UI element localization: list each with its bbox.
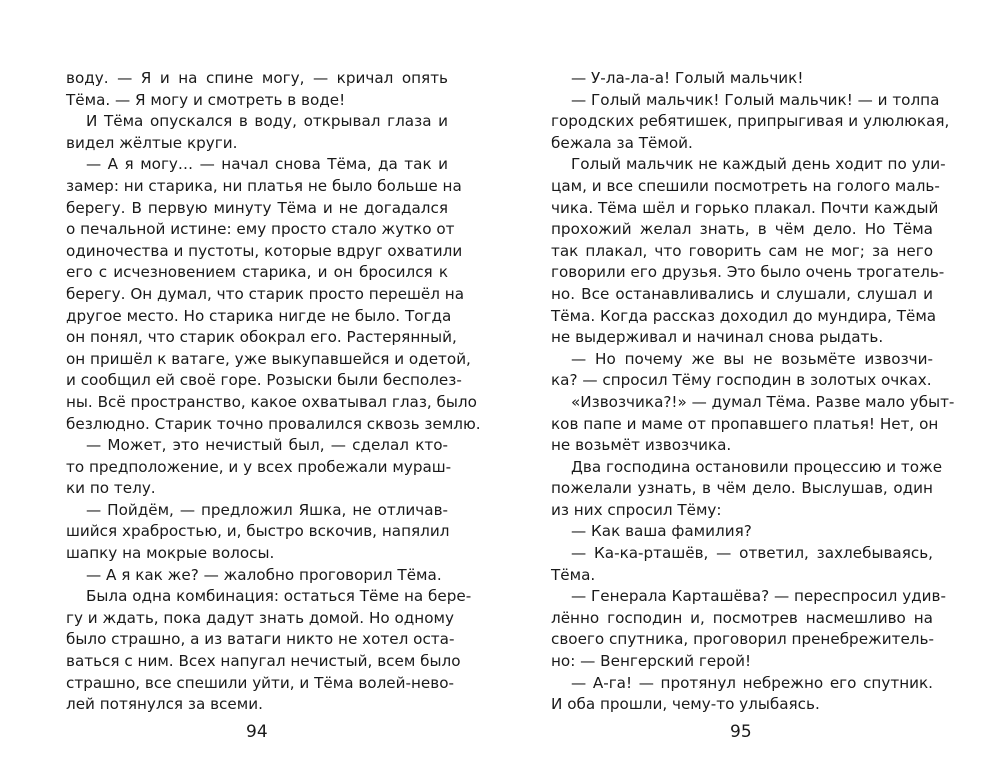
left-page-number: 94: [246, 722, 268, 742]
text-line: было страшно, а из ватаги никто не хотел оста-: [66, 630, 455, 649]
right-page-number: 95: [730, 722, 752, 742]
text-line: чика. Тёма шёл и горько плакал. Почти каждый: [551, 198, 939, 217]
text-line: но. Все останавливались и слушали, слушал и: [551, 284, 933, 303]
text-line: ков папе и маме от пропавшего платья! Нет, он: [551, 414, 939, 433]
text-line: — Пойдём, — предложил Яшка, не отличав-: [86, 500, 448, 519]
text-line: бежала за Тёмой.: [551, 133, 693, 152]
right-page: [551, 68, 955, 716]
text-line: шапку на мокрые волосы.: [66, 544, 275, 563]
text-line: видел жёлтые круги.: [66, 133, 238, 152]
text-line: ваться с ним. Всех напугал нечистый, всем было: [66, 652, 461, 671]
text-line: — Ка-ка-рташёв, — ответил, захлебываясь,: [571, 544, 933, 563]
text-line: Была одна комбинация: остаться Тёме на бере-: [86, 587, 472, 606]
text-line: замер: ни старика, ни платья не было больше на: [66, 176, 462, 195]
text-line: гу и ждать, пока дадут знать домой. Но одному: [66, 608, 454, 627]
text-line: — А я могу… — начал снова Тёма, да так и: [86, 155, 448, 174]
left-page: [66, 68, 481, 716]
text-line: — Генерала Карташёва? — переспросил удив-: [571, 587, 946, 606]
text-line: Тёма.: [551, 565, 596, 584]
text-line: говорили его друзья. Это было очень трогатель-: [551, 263, 945, 282]
text-line: ны. Всё пространство, какое охватывал глаз, было: [66, 392, 477, 411]
text-line: пожелали узнать, в чём дело. Выслушав, один: [551, 479, 933, 498]
text-line: — А-га! — протянул небрежно его спутник.: [571, 673, 933, 692]
text-line: И оба прошли, чему-то улыбаясь.: [551, 695, 820, 714]
text-line: городских ребятишек, припрыгивая и улюлюкая,: [551, 112, 950, 131]
text-line: то предположение, и у всех пробежали мураш-: [66, 457, 452, 476]
text-line: ка? — спросил Тёму господин в золотых очках.: [551, 371, 932, 390]
text-line: И Тёма опускался в воду, открывал глаза и: [86, 112, 448, 131]
text-line: воду. — Я и на спине могу, — кричал опять: [66, 69, 448, 87]
text-line: другое место. Но старика нигде не было. Тогда: [66, 306, 452, 325]
text-line: — Голый мальчик! Голый мальчик! — и толпа: [571, 90, 940, 109]
text-line: о печальной истине: ему просто стало жутко от: [66, 220, 455, 239]
text-line: его с исчезновением старика, и он бросился к: [66, 263, 448, 282]
text-line: берегу. В первую минуту Тёма и не догадался: [66, 198, 448, 217]
text-line: не возьмёт извозчика.: [551, 436, 732, 455]
text-line: «Извозчика?!» — думал Тёма. Разве мало убыт-: [571, 392, 955, 411]
text-line: страшно, все спешили уйти, и Тёма волей-нево-: [66, 673, 454, 692]
text-line: прохожий желал знать, в чём дело. Но Тёма: [551, 220, 933, 239]
text-line: он понял, что старик обокрал его. Растерянный,: [66, 328, 457, 347]
text-line: цам, и все спешили посмотреть на голого маль-: [551, 176, 940, 195]
text-line: Тёма. Когда рассказ доходил до мундира, Тёма: [551, 306, 937, 325]
text-line: лей потянулся за всеми.: [66, 695, 263, 714]
text-line: своего спутника, проговорил пренебрежитель-: [551, 630, 934, 649]
text-line: — Может, это нечистый был, — сделал кто-: [86, 436, 448, 455]
text-line: ки по телу.: [66, 479, 156, 498]
text-line: безлюдно. Старик точно провалился сквозь землю.: [66, 414, 481, 433]
left-page-text: [66, 68, 481, 716]
text-line: лённо господин и, посмотрев насмешливо на: [551, 608, 933, 627]
text-line: не выдерживал и начинал снова рыдать.: [551, 328, 884, 347]
right-page-text: [551, 68, 955, 716]
text-line: Голый мальчик не каждый день ходит по ули-: [571, 155, 946, 174]
text-line: — А я как же? — жалобно проговорил Тёма.: [86, 565, 442, 584]
text-line: берегу. Он думал, что старик просто перешёл на: [66, 284, 465, 303]
text-line: он пришёл к ватаге, уже выкупавшейся и одетой,: [66, 349, 471, 368]
text-line: Тёма. — Я могу и смотреть в воде!: [66, 90, 346, 109]
text-line: Два господина остановили процессию и тоже: [571, 457, 943, 476]
text-line: шийся храбростью, и, быстро вскочив, напялил: [66, 522, 450, 541]
text-line: но: — Венгерский герой!: [551, 652, 752, 671]
text-line: — У-ла-ла-а! Голый мальчик!: [571, 69, 804, 87]
text-line: и сообщил ей своё горе. Розыски были бесполез-: [66, 371, 462, 390]
text-line: одиночества и пустоты, которые вдруг охватили: [66, 241, 463, 260]
text-line: так плакал, что говорить сам не мог; за него: [551, 241, 933, 260]
text-line: — Как ваша фамилия?: [571, 522, 752, 541]
text-line: — Но почему же вы не возьмёте извозчи-: [571, 349, 933, 368]
text-line: из них спросил Тёму:: [551, 500, 722, 519]
